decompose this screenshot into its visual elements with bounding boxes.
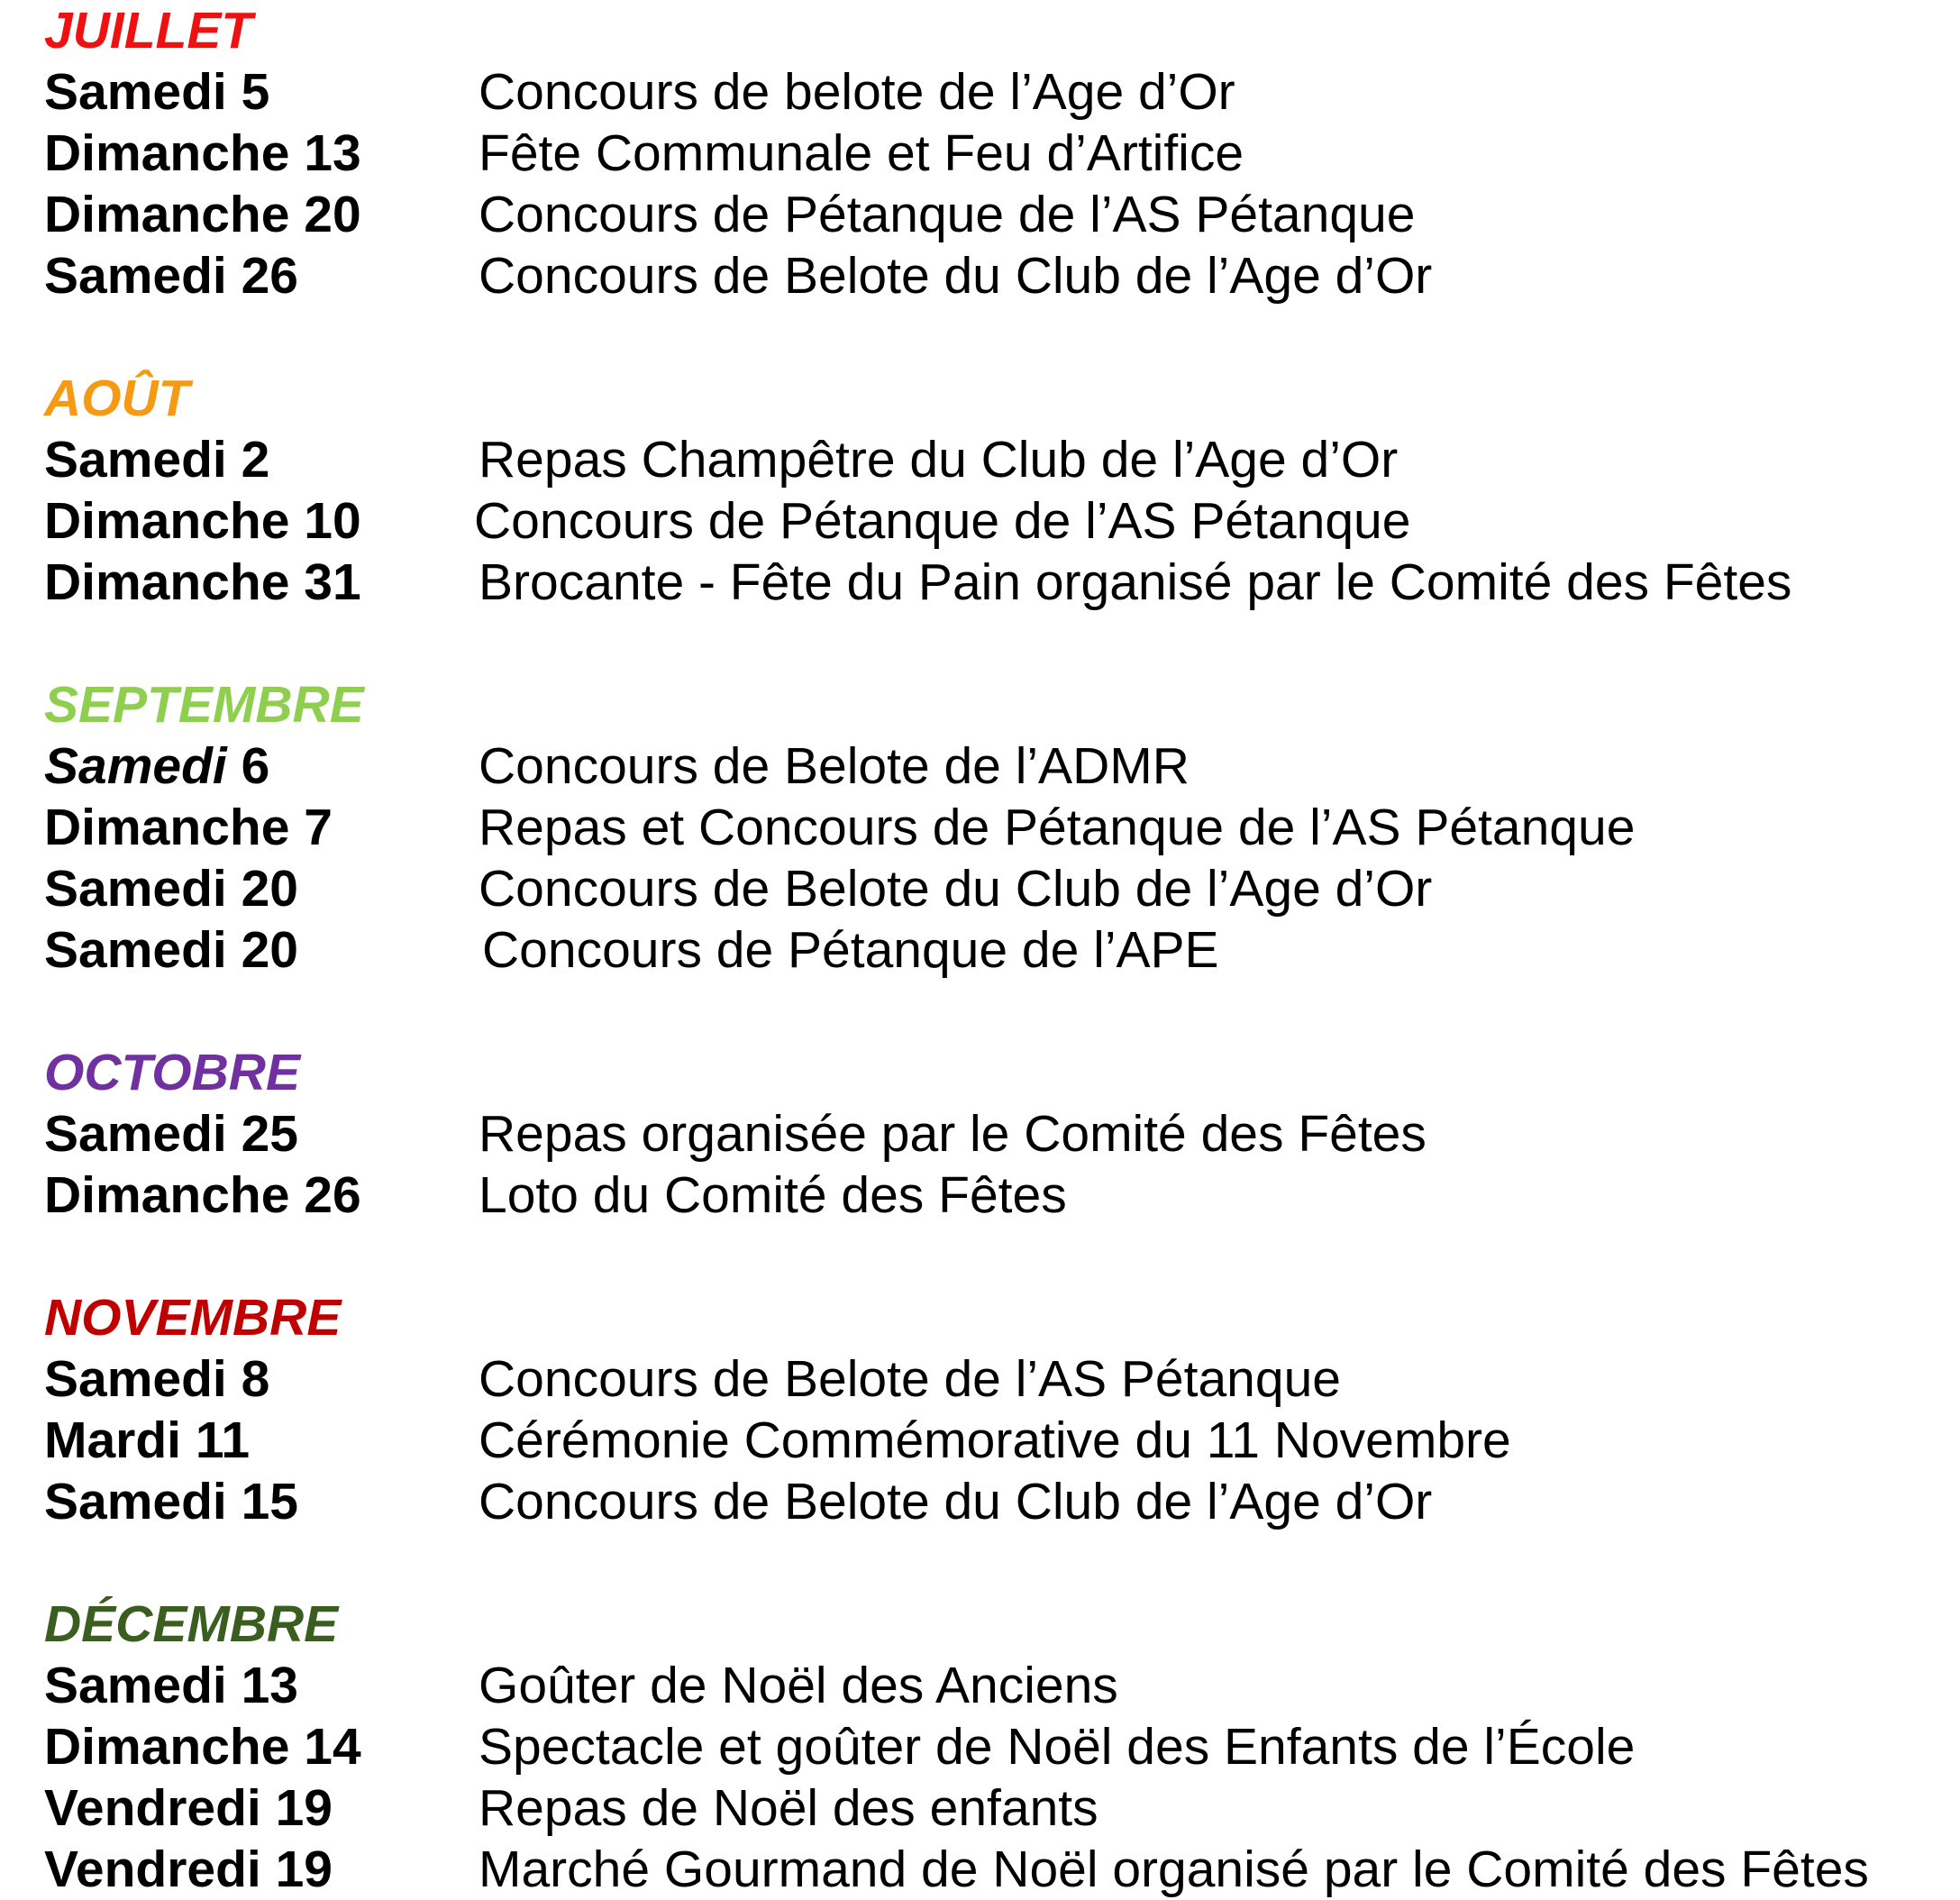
event-description: Cérémonie Commémorative du 11 Novembre: [479, 1411, 1511, 1469]
event-description: Concours de Belote de l’ADMR: [479, 737, 1190, 795]
event-day: Dimanche 20: [44, 186, 361, 243]
event-row: [44, 1410, 1937, 1471]
event-row: [44, 552, 1937, 613]
event-description: Marché Gourmand de Noël organisé par le Comité des Fêtes: [479, 1841, 1869, 1898]
event-day: [44, 735, 479, 797]
month-section-septembre: [44, 674, 1937, 981]
event-description: Goûter de Noël des Anciens: [479, 1657, 1118, 1714]
event-day: Samedi 26: [44, 247, 298, 305]
event-day: Samedi 25: [44, 1105, 298, 1163]
event-row: [44, 245, 1937, 306]
event-description: Fête Communale et Feu d’Artifice: [479, 124, 1244, 182]
event-day: Samedi 5: [44, 63, 270, 121]
event-day: Samedi 20: [44, 921, 298, 979]
month-section-decembre: [44, 1594, 1937, 1900]
event-row: [44, 1839, 1937, 1900]
event-row: [44, 1471, 1937, 1532]
event-description: Concours de Belote du Club de l’Age d’Or: [479, 1473, 1433, 1530]
event-description: Spectacle et goûter de Noël des Enfants de l’École: [479, 1718, 1636, 1776]
event-description: Concours de Pétanque de l’APE: [482, 921, 1219, 979]
event-description: Loto du Comité des Fêtes: [479, 1166, 1067, 1224]
event-description: Repas et Concours de Pétanque de l’AS Pétanque: [479, 799, 1636, 856]
event-description: Concours de Pétanque de l’AS Pétanque: [474, 492, 1411, 550]
event-day: Dimanche 13: [44, 124, 361, 182]
event-row: [44, 61, 1937, 123]
event-day: Dimanche 26: [44, 1166, 361, 1224]
event-row: [44, 797, 1937, 858]
event-day: Vendredi 19: [44, 1779, 333, 1837]
event-description: Concours de belote de l’Age d’Or: [479, 63, 1235, 121]
month-title: SEPTEMBRE: [44, 676, 364, 734]
event-row: [44, 1165, 1937, 1226]
event-row: [44, 1655, 1937, 1716]
month-section-juillet: [44, 0, 1937, 306]
month-title: AOÛT: [44, 370, 190, 427]
month-title: DÉCEMBRE: [44, 1595, 339, 1653]
month-title: JUILLET: [44, 2, 253, 59]
month-section-aout: [44, 368, 1937, 613]
event-description: Repas Champêtre du Club de l’Age d’Or: [479, 431, 1399, 489]
events-calendar: [44, 0, 1937, 1900]
event-row: [44, 1777, 1937, 1839]
event-description: Concours de Belote du Club de l’Age d’Or: [479, 860, 1433, 918]
event-day: Dimanche 14: [44, 1718, 361, 1776]
event-day: Mardi 11: [44, 1411, 251, 1469]
event-day: Samedi 2: [44, 431, 270, 489]
event-description: Concours de Belote de l’AS Pétanque: [479, 1350, 1341, 1408]
event-day: Dimanche 7: [44, 799, 333, 856]
event-row: [44, 123, 1937, 184]
month-section-novembre: [44, 1287, 1937, 1532]
event-description: Repas organisée par le Comité des Fêtes: [479, 1105, 1427, 1163]
event-row: [44, 1348, 1937, 1410]
event-day: Samedi 15: [44, 1473, 298, 1530]
event-row: [44, 919, 1937, 981]
event-row: [44, 490, 1937, 552]
event-row: [44, 735, 1937, 797]
month-section-octobre: [44, 1042, 1937, 1226]
event-row: [44, 1716, 1937, 1777]
event-row: [44, 429, 1937, 490]
event-row: [44, 1103, 1937, 1165]
month-title: NOVEMBRE: [44, 1289, 342, 1347]
event-description: Concours de Belote du Club de l’Age d’Or: [479, 247, 1433, 305]
month-title: OCTOBRE: [44, 1044, 300, 1101]
event-description: Repas de Noël des enfants: [479, 1779, 1099, 1837]
event-day: Samedi 8: [44, 1350, 270, 1408]
event-row: [44, 858, 1937, 919]
event-description: Brocante - Fête du Pain organisé par le Comité des Fêtes: [479, 553, 1792, 611]
event-day: Samedi 13: [44, 1657, 298, 1714]
event-row: [44, 184, 1937, 245]
event-description: Concours de Pétanque de l’AS Pétanque: [479, 186, 1416, 243]
event-day-number: 6: [226, 737, 270, 795]
event-day: Dimanche 31: [44, 553, 361, 611]
event-day: Dimanche 10: [44, 492, 361, 550]
event-day: Vendredi 19: [44, 1841, 333, 1898]
event-day: Samedi 20: [44, 860, 298, 918]
event-day-weekday: Samedi: [44, 737, 227, 795]
